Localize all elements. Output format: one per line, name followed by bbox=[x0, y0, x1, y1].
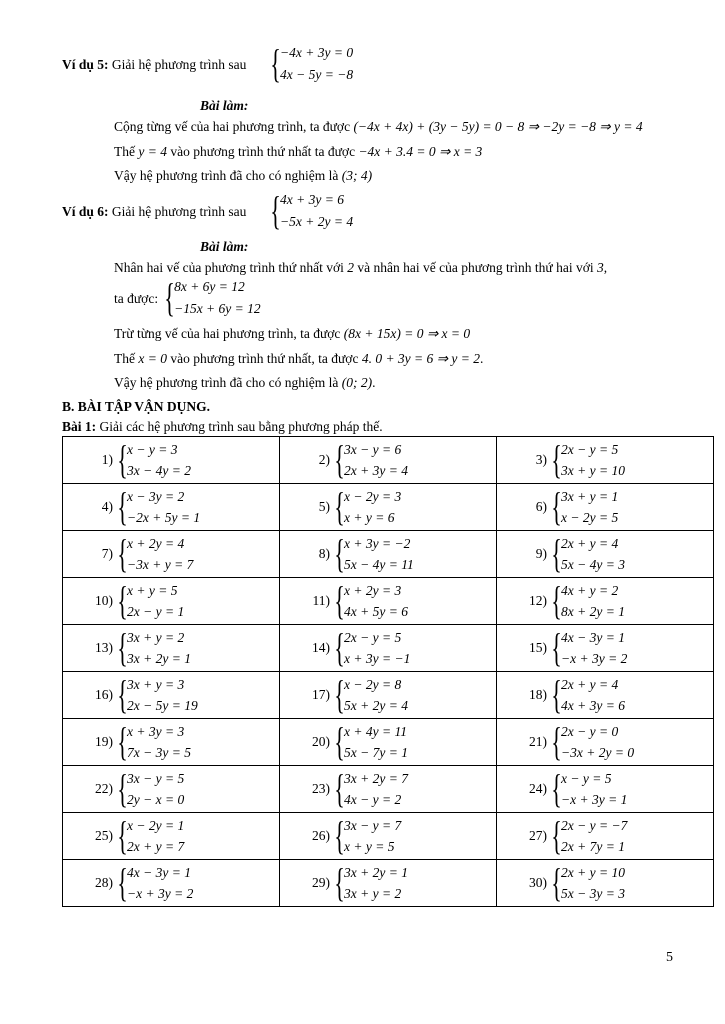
exercise-number: 22) bbox=[95, 781, 113, 796]
brace: { bbox=[334, 813, 345, 858]
exercise-eq2: 8x + 2y = 1 bbox=[561, 604, 625, 619]
exercise-eq1: 3x + y = 2 bbox=[127, 630, 185, 645]
brace: { bbox=[334, 437, 345, 482]
exercise-1-text: Giải các hệ phương trình sau bằng phương pháp thế. bbox=[99, 419, 383, 434]
exercise-eq1: 3x + 2y = 1 bbox=[344, 865, 408, 880]
brace: { bbox=[334, 484, 345, 529]
exercise-number: 19) bbox=[95, 734, 113, 749]
brace: { bbox=[334, 860, 345, 905]
section-b-heading: B. BÀI TẬP VẬN DỤNG. bbox=[62, 399, 211, 414]
exercise-eq2: 3x + y = 10 bbox=[561, 463, 625, 478]
exercise-eq1: x + 3y = −2 bbox=[344, 536, 411, 551]
exercise-eq2: x + 3y = −1 bbox=[344, 651, 411, 666]
exercise-number: 12) bbox=[529, 593, 547, 608]
exercise-eq2: 3x − 4y = 2 bbox=[127, 463, 191, 478]
brace: { bbox=[551, 813, 562, 858]
brace: { bbox=[551, 484, 562, 529]
exercise-eq2: −x + 3y = 1 bbox=[561, 792, 628, 807]
brace: { bbox=[551, 860, 562, 905]
example-5-heading bbox=[62, 56, 246, 73]
exercise-eq2: −2x + 5y = 1 bbox=[127, 510, 201, 525]
brace: { bbox=[117, 672, 128, 717]
exercise-eq1: 3x + 2y = 7 bbox=[344, 771, 408, 786]
example-5-system: { −4x + 3y = 0 4x − 5y = −8 bbox=[270, 41, 354, 86]
exercise-1-label: Bài 1: bbox=[62, 419, 97, 434]
brace: { bbox=[117, 484, 128, 529]
exercise-number: 11) bbox=[312, 593, 330, 608]
exercise-cell bbox=[280, 813, 497, 860]
example-6-heading bbox=[62, 203, 246, 220]
exercise-eq1: x − 2y = 1 bbox=[127, 818, 185, 833]
exercise-eq2: −x + 3y = 2 bbox=[127, 886, 194, 901]
exercise-cell bbox=[497, 719, 714, 766]
example-6-eq2: −5x + 2y = 4 bbox=[280, 214, 354, 229]
example-6-step-3 bbox=[114, 325, 470, 342]
exercise-cell bbox=[63, 766, 280, 813]
table-row bbox=[63, 484, 714, 531]
exercise-number: 14) bbox=[312, 640, 330, 655]
example-6-step-1-c: , bbox=[603, 260, 608, 275]
brace: { bbox=[334, 531, 345, 576]
example-5-eq1: −4x + 3y = 0 bbox=[280, 45, 354, 60]
table-row bbox=[63, 578, 714, 625]
page-number: 5 bbox=[666, 950, 673, 965]
brace: { bbox=[551, 672, 562, 717]
exercise-cell bbox=[63, 672, 280, 719]
brace: { bbox=[551, 578, 562, 623]
brace: { bbox=[551, 531, 562, 576]
exercise-1-heading bbox=[62, 418, 383, 435]
brace: { bbox=[117, 860, 128, 905]
exercise-eq2: 3x + 2y = 1 bbox=[127, 651, 191, 666]
example-5-step-1 bbox=[114, 118, 643, 135]
example-5-step-3-text: Vậy hệ phương trình đã cho có nghiệm là bbox=[114, 168, 339, 183]
exercise-cell bbox=[280, 719, 497, 766]
exercise-number: 6) bbox=[535, 499, 547, 514]
exercise-number: 7) bbox=[101, 546, 113, 561]
exercise-eq2: 2x + 7y = 1 bbox=[561, 839, 625, 854]
exercise-number: 5) bbox=[318, 499, 330, 514]
exercise-cell bbox=[63, 531, 280, 578]
example-6-step-3-math: (8x + 15x) = 0 ⇒ x = 0 bbox=[343, 326, 471, 341]
exercise-eq2: 4x − y = 2 bbox=[344, 792, 402, 807]
example-5-solution-heading: Bài làm: bbox=[200, 98, 249, 113]
exercise-number: 27) bbox=[529, 828, 547, 843]
exercise-cell bbox=[63, 625, 280, 672]
brace: { bbox=[117, 625, 128, 670]
exercise-eq2: 2x − y = 1 bbox=[127, 604, 185, 619]
exercise-eq2: 2x + 3y = 4 bbox=[344, 463, 408, 478]
exercise-cell bbox=[280, 860, 497, 907]
exercise-eq2: 7x − 3y = 5 bbox=[127, 745, 191, 760]
brace: { bbox=[117, 719, 128, 764]
example-5-step-2-b: vào phương trình thứ nhất ta được bbox=[170, 144, 356, 159]
exercise-eq2: −x + 3y = 2 bbox=[561, 651, 628, 666]
exercise-eq2: 2x + y = 7 bbox=[127, 839, 185, 854]
exercise-eq1: 3x − y = 6 bbox=[344, 442, 402, 457]
brace: { bbox=[117, 578, 128, 623]
exercise-eq1: 3x + y = 1 bbox=[561, 489, 619, 504]
exercise-number: 21) bbox=[529, 734, 547, 749]
exercise-cell bbox=[63, 484, 280, 531]
exercise-cell bbox=[497, 860, 714, 907]
table-row bbox=[63, 672, 714, 719]
example-6-step-2: ta được: { 8x + 6y = 12 −15x + 6y = 12 bbox=[114, 275, 261, 320]
exercise-eq1: 4x − 3y = 1 bbox=[127, 865, 191, 880]
table-row bbox=[63, 625, 714, 672]
exercise-eq2: 2x − 5y = 19 bbox=[127, 698, 198, 713]
exercise-number: 20) bbox=[312, 734, 330, 749]
exercise-eq1: 2x − y = 5 bbox=[344, 630, 402, 645]
example-6-step-2-text: ta được: bbox=[114, 290, 159, 306]
exercise-eq1: x + y = 5 bbox=[127, 583, 178, 598]
brace: { bbox=[551, 437, 562, 482]
example-5-step-2-a: Thế bbox=[114, 144, 135, 159]
exercise-eq2: x + y = 5 bbox=[344, 839, 395, 854]
exercise-eq1: x + 2y = 4 bbox=[127, 536, 185, 551]
exercise-eq2: 3x + y = 2 bbox=[344, 886, 402, 901]
exercise-number: 30) bbox=[529, 875, 547, 890]
exercise-eq2: 2y − x = 0 bbox=[127, 792, 185, 807]
example-6-step-4-b: vào phương trình thứ nhất, ta được bbox=[170, 351, 359, 366]
exercise-cell bbox=[497, 766, 714, 813]
example-6-step-3-text: Trừ từng vế của hai phương trình, ta được bbox=[114, 326, 341, 341]
exercise-eq1: 2x − y = 0 bbox=[561, 724, 619, 739]
exercise-cell bbox=[63, 437, 280, 484]
exercise-number: 8) bbox=[318, 546, 330, 561]
exercise-table bbox=[62, 436, 714, 907]
example-6-step-1 bbox=[114, 259, 607, 276]
example-6-label: Ví dụ 6: bbox=[62, 204, 109, 219]
exercise-eq1: 2x + y = 4 bbox=[561, 677, 619, 692]
example-5-eq2: 4x − 5y = −8 bbox=[280, 67, 354, 82]
brace: { bbox=[117, 531, 128, 576]
exercise-cell bbox=[280, 531, 497, 578]
example-6-step-2-eq2: −15x + 6y = 12 bbox=[174, 301, 261, 316]
exercise-number: 1) bbox=[101, 452, 113, 467]
exercise-eq1: x − y = 3 bbox=[127, 442, 178, 457]
exercise-cell bbox=[280, 578, 497, 625]
exercise-eq1: 2x − y = 5 bbox=[561, 442, 619, 457]
example-5-step-2-m1: y = 4 bbox=[138, 144, 167, 159]
exercise-cell bbox=[497, 437, 714, 484]
exercise-number: 18) bbox=[529, 687, 547, 702]
exercise-eq1: 3x − y = 5 bbox=[127, 771, 185, 786]
exercise-eq2: −3x + y = 7 bbox=[127, 557, 194, 572]
exercise-eq2: 5x − 7y = 1 bbox=[344, 745, 408, 760]
exercise-cell bbox=[63, 578, 280, 625]
exercise-number: 15) bbox=[529, 640, 547, 655]
example-6-step-2-eq1: 8x + 6y = 12 bbox=[174, 279, 245, 294]
exercise-number: 10) bbox=[95, 593, 113, 608]
brace: { bbox=[551, 766, 562, 811]
example-6-step-4 bbox=[114, 350, 483, 367]
brace: { bbox=[334, 766, 345, 811]
table-row bbox=[63, 437, 714, 484]
example-6-step-4-c: . bbox=[479, 351, 484, 366]
exercise-eq1: 2x − y = −7 bbox=[561, 818, 628, 833]
example-6-step-4-m1: x = 0 bbox=[138, 351, 167, 366]
exercise-eq1: 4x + y = 2 bbox=[561, 583, 619, 598]
exercise-eq1: x − 2y = 3 bbox=[344, 489, 402, 504]
exercise-eq1: 3x + y = 3 bbox=[127, 677, 185, 692]
exercise-eq2: 5x − 4y = 3 bbox=[561, 557, 625, 572]
exercise-eq2: 4x + 5y = 6 bbox=[344, 604, 408, 619]
exercise-cell bbox=[63, 813, 280, 860]
exercise-cell bbox=[497, 531, 714, 578]
exercise-eq2: 5x − 3y = 3 bbox=[561, 886, 625, 901]
exercise-number: 3) bbox=[535, 452, 547, 467]
exercise-cell bbox=[497, 813, 714, 860]
example-6-step-5-math: (0; 2) bbox=[341, 375, 373, 390]
example-5-step-2 bbox=[114, 143, 482, 160]
exercise-cell bbox=[497, 484, 714, 531]
exercise-eq1: 2x + y = 4 bbox=[561, 536, 619, 551]
exercise-number: 28) bbox=[95, 875, 113, 890]
exercise-number: 23) bbox=[312, 781, 330, 796]
example-6-step-5-text: Vậy hệ phương trình đã cho có nghiệm là bbox=[114, 375, 339, 390]
example-6-system: { 4x + 3y = 6 −5x + 2y = 4 bbox=[270, 188, 354, 233]
table-row bbox=[63, 719, 714, 766]
table-row bbox=[63, 531, 714, 578]
exercise-eq2: x + y = 6 bbox=[344, 510, 395, 525]
example-5-step-3 bbox=[114, 167, 372, 184]
example-5-label: Ví dụ 5: bbox=[62, 57, 109, 72]
exercise-eq1: x + 4y = 11 bbox=[344, 724, 407, 739]
exercise-eq1: x − 3y = 2 bbox=[127, 489, 185, 504]
exercise-cell bbox=[280, 484, 497, 531]
exercise-cell bbox=[280, 672, 497, 719]
brace: { bbox=[334, 578, 345, 623]
example-5-text: Giải hệ phương trình sau bbox=[111, 57, 247, 72]
brace: { bbox=[334, 625, 345, 670]
exercise-number: 29) bbox=[312, 875, 330, 890]
brace: { bbox=[334, 719, 345, 764]
exercise-cell bbox=[497, 578, 714, 625]
brace: { bbox=[334, 672, 345, 717]
brace: { bbox=[117, 813, 128, 858]
exercise-number: 13) bbox=[95, 640, 113, 655]
example-6-step-4-a: Thế bbox=[114, 351, 135, 366]
exercise-cell bbox=[63, 719, 280, 766]
exercise-number: 9) bbox=[535, 546, 547, 561]
example-6-step-4-m2: 4. 0 + 3y = 6 ⇒ y = 2 bbox=[361, 351, 480, 366]
example-6-step-1-b: và nhân hai vế của phương trình thứ hai với bbox=[357, 260, 594, 275]
exercise-eq2: −3x + 2y = 0 bbox=[561, 745, 635, 760]
brace: { bbox=[551, 625, 562, 670]
example-6-step-1-m2: 3 bbox=[596, 260, 604, 275]
exercise-cell bbox=[63, 860, 280, 907]
example-6-step-5 bbox=[114, 374, 376, 391]
exercise-number: 24) bbox=[529, 781, 547, 796]
brace: { bbox=[117, 437, 128, 482]
exercise-cell bbox=[497, 672, 714, 719]
exercise-number: 4) bbox=[101, 499, 113, 514]
exercise-eq2: x − 2y = 5 bbox=[561, 510, 619, 525]
example-6-step-1-a: Nhân hai vế của phương trình thứ nhất với bbox=[114, 260, 344, 275]
exercise-eq1: x − 2y = 8 bbox=[344, 677, 402, 692]
exercise-number: 2) bbox=[318, 452, 330, 467]
example-6-eq1: 4x + 3y = 6 bbox=[280, 192, 344, 207]
table-row bbox=[63, 860, 714, 907]
exercise-cell bbox=[280, 625, 497, 672]
exercise-eq1: 3x − y = 7 bbox=[344, 818, 402, 833]
exercise-cell bbox=[280, 437, 497, 484]
exercise-eq2: 5x + 2y = 4 bbox=[344, 698, 408, 713]
example-5-step-1-text: Cộng từng vế của hai phương trình, ta được bbox=[114, 119, 351, 134]
exercise-cell bbox=[280, 766, 497, 813]
example-5-step-1-math: (−4x + 4x) + (3y − 5y) = 0 − 8 ⇒ −2y = −8 ⇒ y = 4 bbox=[353, 119, 643, 134]
brace: { bbox=[117, 766, 128, 811]
brace: { bbox=[551, 719, 562, 764]
exercise-number: 26) bbox=[312, 828, 330, 843]
exercise-number: 25) bbox=[95, 828, 113, 843]
exercise-number: 16) bbox=[95, 687, 113, 702]
example-5-step-3-math: (3; 4) bbox=[341, 168, 373, 183]
exercise-eq1: 4x − 3y = 1 bbox=[561, 630, 625, 645]
example-6-text: Giải hệ phương trình sau bbox=[111, 204, 247, 219]
table-row bbox=[63, 813, 714, 860]
exercise-eq1: 2x + y = 10 bbox=[561, 865, 625, 880]
exercise-number: 17) bbox=[312, 687, 330, 702]
example-6-step-1-m1: 2 bbox=[347, 260, 354, 275]
example-6-solution-heading: Bài làm: bbox=[200, 239, 249, 254]
example-5-step-2-m2: −4x + 3.4 = 0 ⇒ x = 3 bbox=[358, 144, 483, 159]
table-row bbox=[63, 766, 714, 813]
example-6-step-5-end: . bbox=[372, 375, 376, 390]
exercise-eq1: x + 2y = 3 bbox=[344, 583, 402, 598]
exercise-eq2: 4x + 3y = 6 bbox=[561, 698, 625, 713]
exercise-eq1: x + 3y = 3 bbox=[127, 724, 185, 739]
exercise-eq2: 5x − 4y = 11 bbox=[344, 557, 414, 572]
exercise-eq1: x − y = 5 bbox=[561, 771, 612, 786]
exercise-cell bbox=[497, 625, 714, 672]
